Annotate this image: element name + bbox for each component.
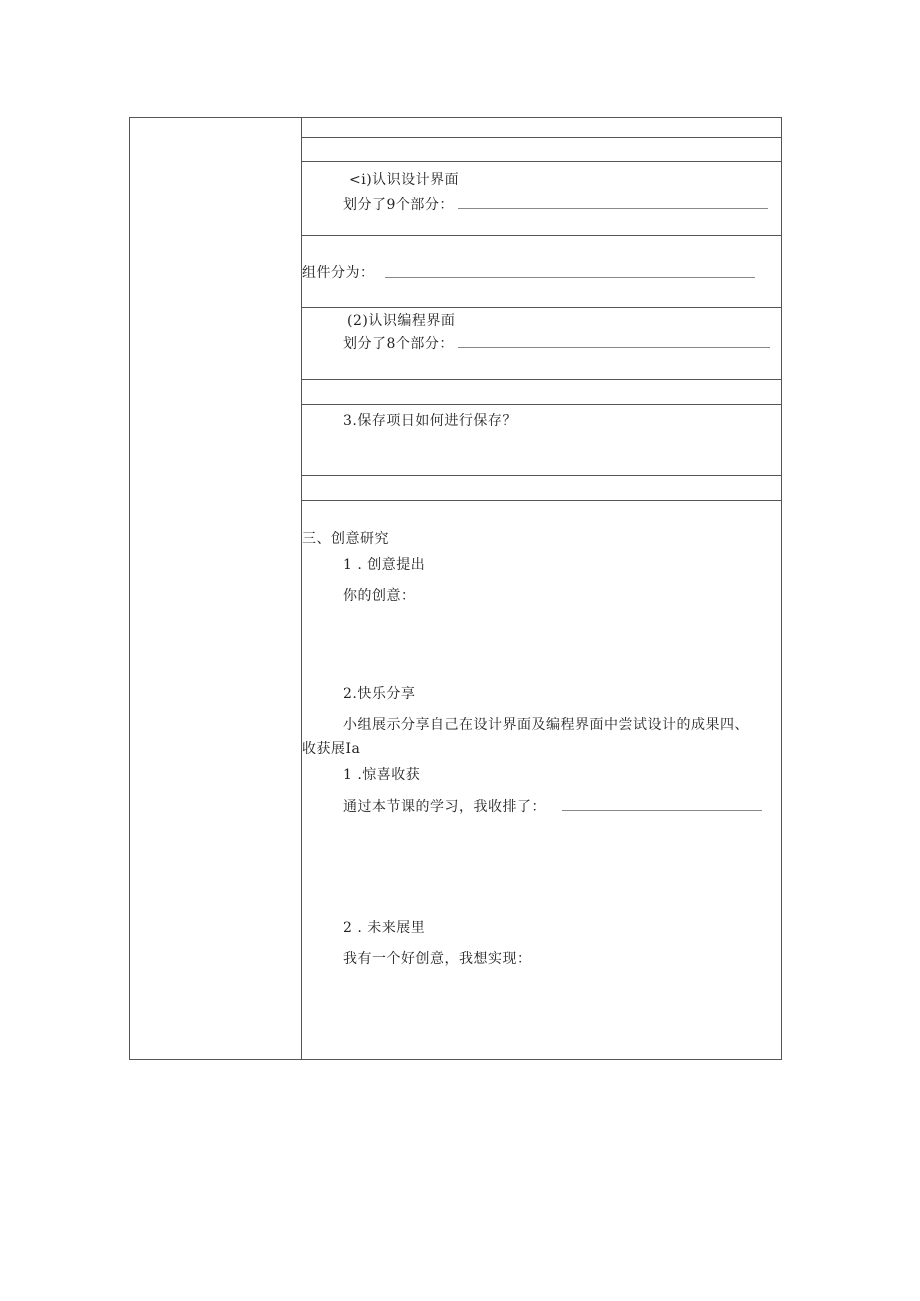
happy-sharing-text: 小组展示分享自己在设计界面及编程界面中尝试设计的成果四、: [343, 717, 749, 733]
creative-research-heading: 三、创意研究: [302, 531, 389, 547]
table-frame: [129, 117, 782, 1060]
surprise-harvest-prompt: 通过本节课的学习，我收排了：: [343, 799, 546, 815]
creative-proposal-prompt: 你的创意：: [343, 588, 416, 604]
components-answer-blank[interactable]: [385, 277, 755, 278]
row-divider: [301, 404, 782, 405]
programming-interface-title: (2)认识编程界面: [347, 313, 456, 329]
row-divider: [301, 161, 782, 162]
surprise-harvest-title: 1 .惊喜收获: [343, 767, 421, 783]
design-parts-answer-blank[interactable]: [458, 208, 768, 209]
design-interface-title: <i)认识设计界面: [349, 172, 460, 188]
harvest-heading: 收获展Ia: [302, 741, 361, 757]
save-project-question: 3.保存项日如何进行保存？: [343, 413, 517, 429]
row-divider: [301, 137, 782, 138]
row-divider: [301, 500, 782, 501]
future-outlook-title: 2 . 未来展里: [343, 920, 426, 936]
column-divider: [301, 117, 302, 1060]
components-label: 组件分为：: [302, 265, 375, 281]
happy-sharing-title: 2.快乐分享: [343, 686, 416, 702]
programming-interface-parts-label: 划分了8个部分：: [343, 336, 454, 352]
future-outlook-prompt: 我有一个好创意，我想实现：: [343, 951, 532, 967]
design-interface-parts-label: 划分了9个部分：: [343, 197, 454, 213]
row-divider: [301, 475, 782, 476]
harvest-answer-blank[interactable]: [562, 810, 762, 811]
row-divider: [301, 379, 782, 380]
row-divider: [301, 307, 782, 308]
programming-parts-answer-blank[interactable]: [458, 347, 770, 348]
creative-proposal-title: 1 . 创意提出: [343, 557, 426, 573]
row-divider: [301, 235, 782, 236]
